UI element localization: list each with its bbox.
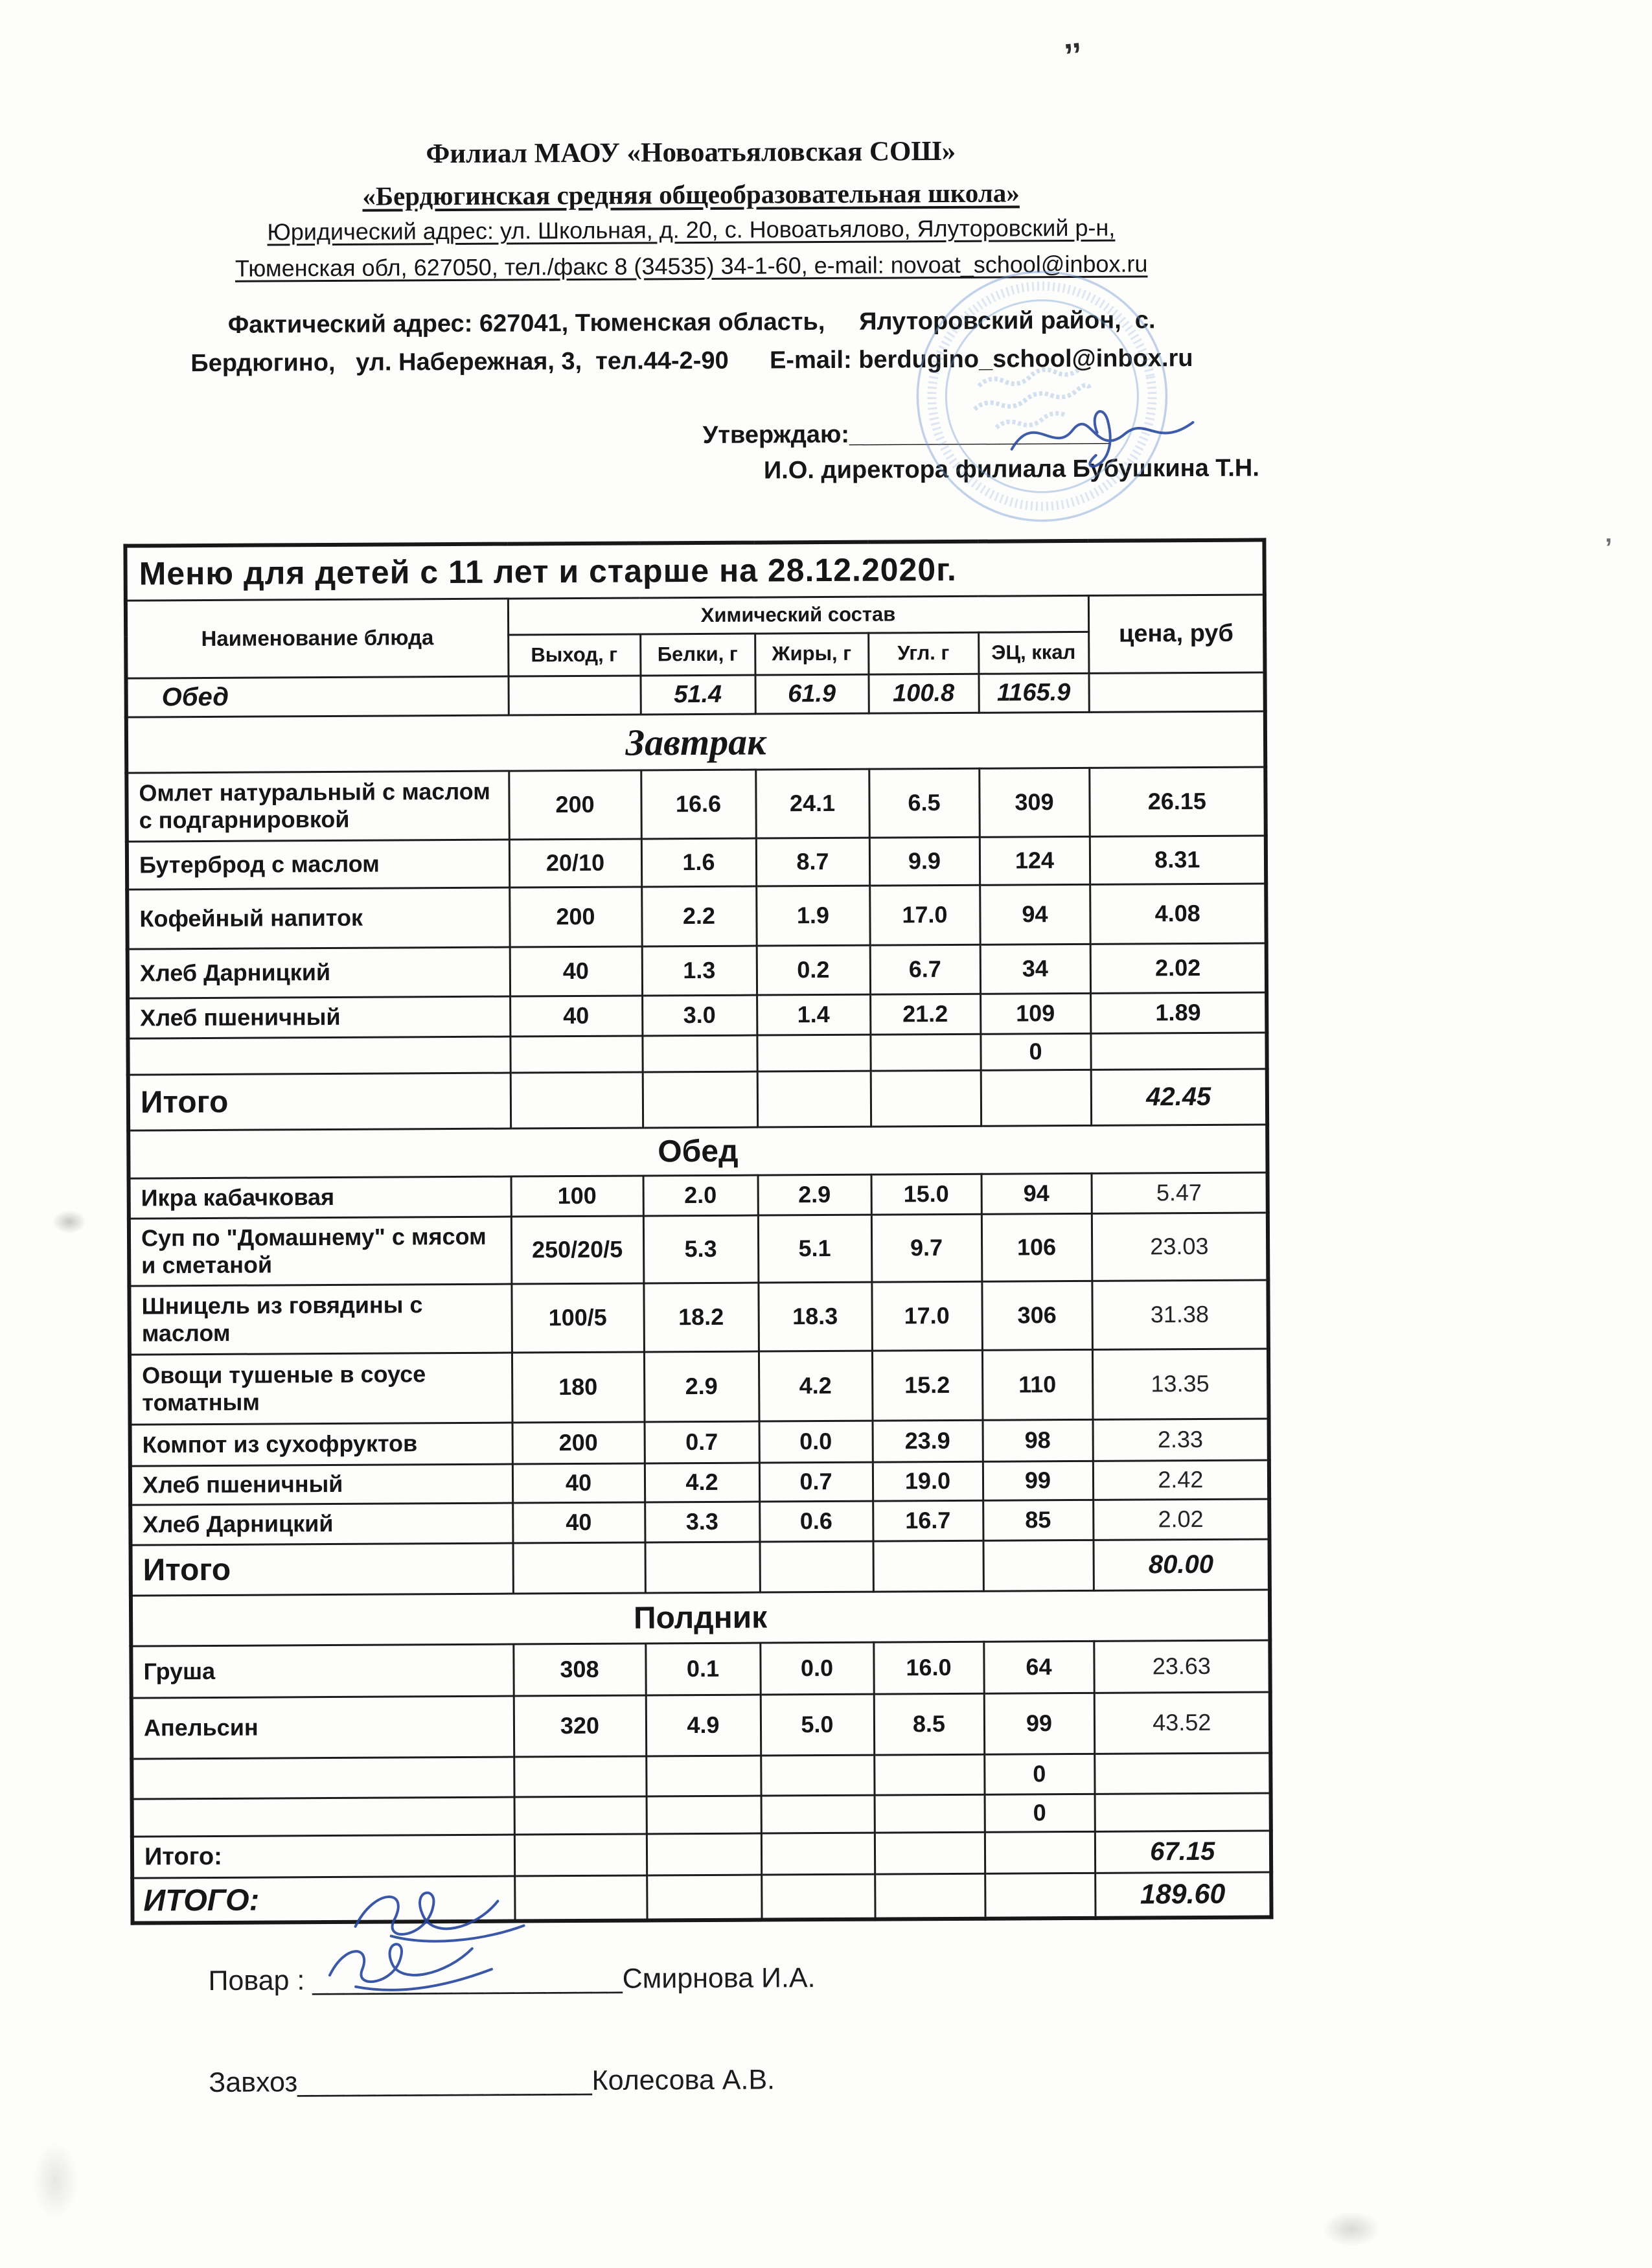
table-row-empty bbox=[132, 1752, 1270, 1798]
dish-name: Компот из сухофруктов bbox=[130, 1423, 512, 1466]
total-label: Итого bbox=[131, 1543, 513, 1596]
dish-carb: 16.0 bbox=[873, 1642, 983, 1694]
total-value: 67.15 bbox=[1095, 1830, 1271, 1872]
cook-label: Повар : bbox=[208, 1965, 313, 1997]
dish-price: 5.47 bbox=[1092, 1172, 1268, 1213]
steward-label: Завхоз bbox=[209, 2067, 298, 2099]
cell-empty bbox=[512, 1542, 645, 1593]
dish-out: 40 bbox=[510, 995, 642, 1036]
dish-price: 2.02 bbox=[1090, 943, 1267, 992]
dish-price: 2.42 bbox=[1093, 1460, 1269, 1499]
dish-out: 308 bbox=[513, 1643, 645, 1695]
dish-energy: 94 bbox=[981, 1173, 1092, 1214]
table-row bbox=[128, 992, 1267, 1038]
section-title: Обед bbox=[128, 1124, 1267, 1178]
cell-empty bbox=[757, 1035, 870, 1071]
scan-smudge bbox=[32, 2142, 78, 2219]
dish-carb: 8.5 bbox=[874, 1693, 984, 1755]
dish-name: Овощи тушеные в соусе томатным bbox=[130, 1353, 512, 1425]
summary-protein: 51.4 bbox=[640, 675, 755, 715]
dish-name: Шницель из говядины с маслом bbox=[129, 1284, 512, 1355]
dish-carb: 15.2 bbox=[872, 1350, 983, 1421]
cell-empty bbox=[645, 1542, 759, 1593]
cook-signature-line: ____________________ bbox=[312, 1963, 623, 1997]
dish-energy: 94 bbox=[980, 884, 1090, 945]
director-signature bbox=[998, 393, 1213, 479]
cell-empty bbox=[510, 1035, 642, 1072]
cell-empty bbox=[875, 1873, 985, 1919]
cell-empty bbox=[647, 1875, 761, 1921]
dish-carb: 16.7 bbox=[873, 1500, 983, 1541]
dish-out: 200 bbox=[509, 886, 641, 946]
dish-fat: 0.6 bbox=[759, 1501, 873, 1542]
summary-name: Обед bbox=[126, 676, 508, 717]
dish-energy: 34 bbox=[980, 944, 1090, 994]
cell-empty bbox=[983, 1540, 1093, 1591]
col-header-carb: Угл. г bbox=[868, 632, 978, 674]
table-row bbox=[127, 835, 1266, 889]
dish-out: 40 bbox=[510, 946, 642, 996]
col-header-protein: Белки, г bbox=[640, 634, 755, 676]
cell-empty bbox=[514, 1756, 646, 1796]
dish-out: 200 bbox=[509, 770, 641, 839]
dish-energy: 0 bbox=[980, 1033, 1090, 1070]
cell-empty bbox=[875, 1832, 985, 1874]
dish-energy: 99 bbox=[984, 1693, 1094, 1754]
table-row bbox=[132, 1691, 1271, 1758]
total-value: 42.45 bbox=[1091, 1068, 1268, 1125]
table-row bbox=[131, 1640, 1270, 1697]
dish-fat: 24.1 bbox=[755, 769, 869, 838]
dish-price: 2.33 bbox=[1093, 1418, 1269, 1460]
col-header-dish: Наименование блюда bbox=[126, 599, 509, 678]
dish-energy: 110 bbox=[982, 1349, 1093, 1420]
section-title: Завтрак bbox=[126, 711, 1266, 772]
col-header-chem: Химический состав bbox=[508, 595, 1088, 635]
dish-out: 250/20/5 bbox=[511, 1215, 644, 1283]
steward-name: Колесова А.В. bbox=[591, 2064, 775, 2096]
dish-fat: 18.3 bbox=[758, 1282, 872, 1351]
total-row-breakfast bbox=[128, 1068, 1268, 1130]
dish-energy: 0 bbox=[984, 1754, 1094, 1794]
section-row-lunch bbox=[128, 1124, 1267, 1178]
cell-empty bbox=[870, 1034, 980, 1071]
col-header-fat: Жиры, г bbox=[755, 633, 868, 675]
cell-empty bbox=[642, 1035, 757, 1072]
dish-price: 1.89 bbox=[1090, 992, 1267, 1033]
cell-empty bbox=[647, 1796, 761, 1834]
dish-name: Бутерброд с маслом bbox=[127, 840, 509, 889]
dish-carb: 15.0 bbox=[871, 1174, 981, 1215]
dish-energy: 0 bbox=[985, 1794, 1095, 1832]
signature-block bbox=[131, 1928, 1276, 2131]
scan-speck: ’ bbox=[1605, 533, 1612, 562]
dish-name: Хлеб пшеничный bbox=[128, 996, 510, 1038]
dish-energy: 306 bbox=[981, 1281, 1092, 1350]
org-name-line1: Филиал МАОУ «Новоатьяловская СОШ» bbox=[426, 135, 956, 170]
dish-protein: 3.0 bbox=[642, 995, 757, 1036]
dish-protein: 0.1 bbox=[645, 1643, 760, 1695]
dish-protein: 3.3 bbox=[645, 1502, 759, 1542]
dish-name: Хлеб пшеничный bbox=[130, 1464, 512, 1505]
dish-protein: 4.9 bbox=[646, 1695, 761, 1756]
section-row-snack bbox=[131, 1589, 1270, 1645]
table-row bbox=[130, 1460, 1269, 1504]
dish-carb: 17.0 bbox=[869, 885, 980, 945]
dish-fat: 5.0 bbox=[761, 1694, 874, 1756]
cell-empty bbox=[761, 1795, 875, 1833]
dish-carb: 9.9 bbox=[869, 837, 980, 886]
table-row-empty bbox=[128, 1032, 1267, 1074]
cell-empty bbox=[761, 1755, 874, 1796]
dish-fat: 2.9 bbox=[758, 1174, 871, 1215]
section-row-breakfast bbox=[126, 711, 1266, 772]
dish-energy: 85 bbox=[983, 1500, 1093, 1541]
cell-empty bbox=[761, 1874, 875, 1920]
dish-fat: 1.9 bbox=[756, 886, 869, 946]
total-row-lunch bbox=[131, 1539, 1270, 1595]
actual-address-line2: Бердюгино, ул. Набережная, 3, тел.44-2-90 E-mail: berdugino_school@inbox.ru bbox=[190, 345, 1193, 378]
dish-energy: 124 bbox=[980, 836, 1090, 885]
cell-empty bbox=[985, 1831, 1095, 1873]
menu-document bbox=[123, 538, 1276, 2131]
section-title: Полдник bbox=[131, 1589, 1270, 1645]
grand-total-row bbox=[132, 1872, 1271, 1923]
cell-empty bbox=[514, 1833, 647, 1875]
col-header-energy: ЭЦ, ккал bbox=[978, 632, 1088, 674]
dish-carb: 23.9 bbox=[873, 1420, 983, 1462]
dish-protein: 1.3 bbox=[642, 946, 757, 996]
cell-empty bbox=[643, 1071, 757, 1128]
dish-fat: 5.1 bbox=[758, 1215, 872, 1283]
cook-line bbox=[131, 1928, 1276, 2029]
dish-carb: 6.5 bbox=[869, 768, 980, 838]
cell-empty bbox=[132, 1797, 514, 1837]
dish-price: 43.52 bbox=[1094, 1691, 1271, 1753]
dish-name: Хлеб Дарницкий bbox=[128, 947, 510, 998]
cell-empty bbox=[873, 1541, 983, 1592]
title-row bbox=[125, 540, 1265, 600]
dish-protein: 4.2 bbox=[645, 1463, 759, 1502]
cell-empty bbox=[647, 1833, 761, 1875]
dish-protein: 18.2 bbox=[643, 1283, 759, 1352]
dish-price: 23.03 bbox=[1092, 1212, 1268, 1280]
legal-address-line1: Юридический адрес: ул. Школьная, д. 20, с. Новоатьялово, Ялуторовский р-н, bbox=[267, 214, 1116, 246]
actual-address-line1: Фактический адрес: 627041, Тюменская область, Ялуторовский район, с. bbox=[227, 306, 1156, 339]
menu-title: Меню для детей с 11 лет и старше на 28.12.2020г. bbox=[125, 540, 1265, 600]
approve-label: Утверждаю:___________________ bbox=[702, 419, 1110, 450]
dish-out: 20/10 bbox=[509, 838, 641, 887]
dish-out: 40 bbox=[512, 1463, 645, 1502]
summary-energy: 1165.9 bbox=[978, 673, 1088, 713]
cell-empty bbox=[646, 1756, 761, 1796]
dish-protein: 0.7 bbox=[645, 1421, 759, 1463]
total-value: 80.00 bbox=[1093, 1539, 1269, 1590]
cell-empty bbox=[871, 1070, 981, 1127]
cell-empty bbox=[511, 1071, 643, 1128]
dish-out: 200 bbox=[512, 1421, 645, 1463]
table-row bbox=[129, 1212, 1268, 1285]
dish-carb: 19.0 bbox=[873, 1461, 983, 1501]
dish-fat: 8.7 bbox=[756, 838, 869, 886]
dish-fat: 0.7 bbox=[759, 1462, 873, 1502]
dish-protein: 5.3 bbox=[643, 1215, 759, 1283]
col-header-out: Выход, г bbox=[508, 634, 640, 676]
total-label: Итого: bbox=[132, 1835, 514, 1878]
org-name-line2: «Бердюгинская средняя общеобразовательная школа» bbox=[362, 178, 1020, 211]
table-row bbox=[130, 1348, 1269, 1424]
dish-out: 100 bbox=[511, 1175, 643, 1216]
cell-empty bbox=[1095, 1793, 1271, 1831]
dish-energy: 309 bbox=[979, 768, 1090, 837]
dish-energy: 106 bbox=[981, 1213, 1092, 1281]
summary-fat: 61.9 bbox=[755, 674, 868, 714]
dish-fat: 0.0 bbox=[760, 1642, 873, 1695]
cell-empty bbox=[514, 1796, 647, 1834]
cell-empty bbox=[874, 1754, 984, 1795]
dish-fat: 0.2 bbox=[757, 945, 870, 995]
dish-out: 180 bbox=[512, 1351, 645, 1422]
table-row bbox=[126, 766, 1266, 841]
dish-energy: 109 bbox=[980, 993, 1090, 1034]
dish-protein: 2.2 bbox=[641, 886, 756, 946]
cell-empty bbox=[875, 1794, 985, 1833]
dish-fat: 1.4 bbox=[757, 994, 870, 1035]
dish-price: 2.02 bbox=[1093, 1498, 1269, 1539]
cell-empty bbox=[1094, 1752, 1270, 1793]
scan-smudge bbox=[1322, 2212, 1381, 2247]
cell-empty bbox=[759, 1541, 873, 1592]
total-label: Итого bbox=[128, 1073, 511, 1130]
scan-speck: ’’ bbox=[1062, 36, 1084, 76]
cell-empty bbox=[128, 1037, 510, 1075]
dish-protein: 2.9 bbox=[644, 1351, 759, 1422]
summary-row bbox=[126, 672, 1265, 716]
dish-out: 320 bbox=[514, 1695, 646, 1756]
dish-name: Хлеб Дарницкий bbox=[130, 1503, 512, 1545]
dish-energy: 99 bbox=[983, 1461, 1093, 1500]
table-row bbox=[127, 883, 1267, 948]
dish-protein: 16.6 bbox=[641, 770, 756, 839]
dish-protein: 1.6 bbox=[641, 838, 756, 887]
cell-empty bbox=[1090, 1032, 1267, 1069]
dish-name: Омлет натуральный с маслом с подгарнировкой bbox=[126, 771, 509, 842]
grand-total-label: ИТОГО: bbox=[132, 1876, 514, 1923]
dish-fat: 4.2 bbox=[759, 1351, 873, 1421]
dish-name: Икра кабачковая bbox=[129, 1176, 511, 1219]
dish-name: Кофейный напиток bbox=[127, 888, 509, 949]
table-row bbox=[128, 943, 1267, 998]
dish-price: 13.35 bbox=[1092, 1348, 1269, 1419]
summary-carb: 100.8 bbox=[868, 674, 978, 713]
cell-empty bbox=[981, 1070, 1091, 1126]
dish-name: Груша bbox=[131, 1644, 513, 1698]
dish-price: 23.63 bbox=[1094, 1640, 1270, 1692]
dish-carb: 9.7 bbox=[871, 1214, 982, 1282]
table-row bbox=[130, 1418, 1269, 1465]
cell-empty bbox=[761, 1833, 875, 1875]
cell-empty bbox=[757, 1071, 871, 1127]
cell-empty bbox=[985, 1873, 1095, 1919]
header-row-1 bbox=[126, 594, 1265, 636]
table-row bbox=[129, 1279, 1268, 1354]
cell-empty bbox=[132, 1757, 514, 1799]
total-row-snack bbox=[132, 1830, 1271, 1877]
dish-out: 40 bbox=[512, 1502, 645, 1542]
steward-line bbox=[131, 2030, 1276, 2131]
dish-price: 26.15 bbox=[1089, 766, 1266, 836]
dish-carb: 21.2 bbox=[870, 994, 980, 1035]
dish-out: 100/5 bbox=[511, 1283, 644, 1352]
dish-carb: 17.0 bbox=[871, 1281, 982, 1351]
dish-fat: 0.0 bbox=[759, 1421, 873, 1463]
col-header-price: цена, руб bbox=[1088, 594, 1265, 672]
steward-signature bbox=[310, 1929, 531, 2001]
dish-energy: 64 bbox=[983, 1641, 1094, 1693]
scan-smudge bbox=[52, 1210, 86, 1233]
dish-price: 4.08 bbox=[1090, 883, 1267, 943]
grand-total-value: 189.60 bbox=[1095, 1872, 1271, 1918]
cell-empty bbox=[1088, 672, 1265, 711]
dish-price: 8.31 bbox=[1090, 835, 1266, 884]
cook-name: Смирнова И.А. bbox=[622, 1962, 816, 1995]
table-row bbox=[129, 1172, 1268, 1218]
table-row bbox=[130, 1498, 1269, 1544]
dish-name: Апельсин bbox=[132, 1696, 514, 1759]
dish-carb: 6.7 bbox=[870, 945, 980, 994]
approve-by: И.О. директора филиала Бубушкина Т.Н. bbox=[763, 454, 1259, 485]
dish-energy: 98 bbox=[983, 1419, 1093, 1461]
legal-address-line2: Тюменская обл, 627050, тел./факс 8 (34535) 34-1-60, e-mail: novoat_school@inbox.ru bbox=[235, 250, 1148, 282]
dish-protein: 2.0 bbox=[643, 1175, 758, 1216]
dish-name: Суп по "Домашнему" с мясом и сметаной bbox=[129, 1217, 512, 1286]
dish-price: 31.38 bbox=[1092, 1279, 1268, 1349]
menu-table bbox=[123, 538, 1273, 1925]
cell-empty bbox=[508, 675, 640, 715]
steward-signature-line: ___________________ bbox=[297, 2065, 592, 2098]
table-row-empty bbox=[132, 1793, 1271, 1836]
